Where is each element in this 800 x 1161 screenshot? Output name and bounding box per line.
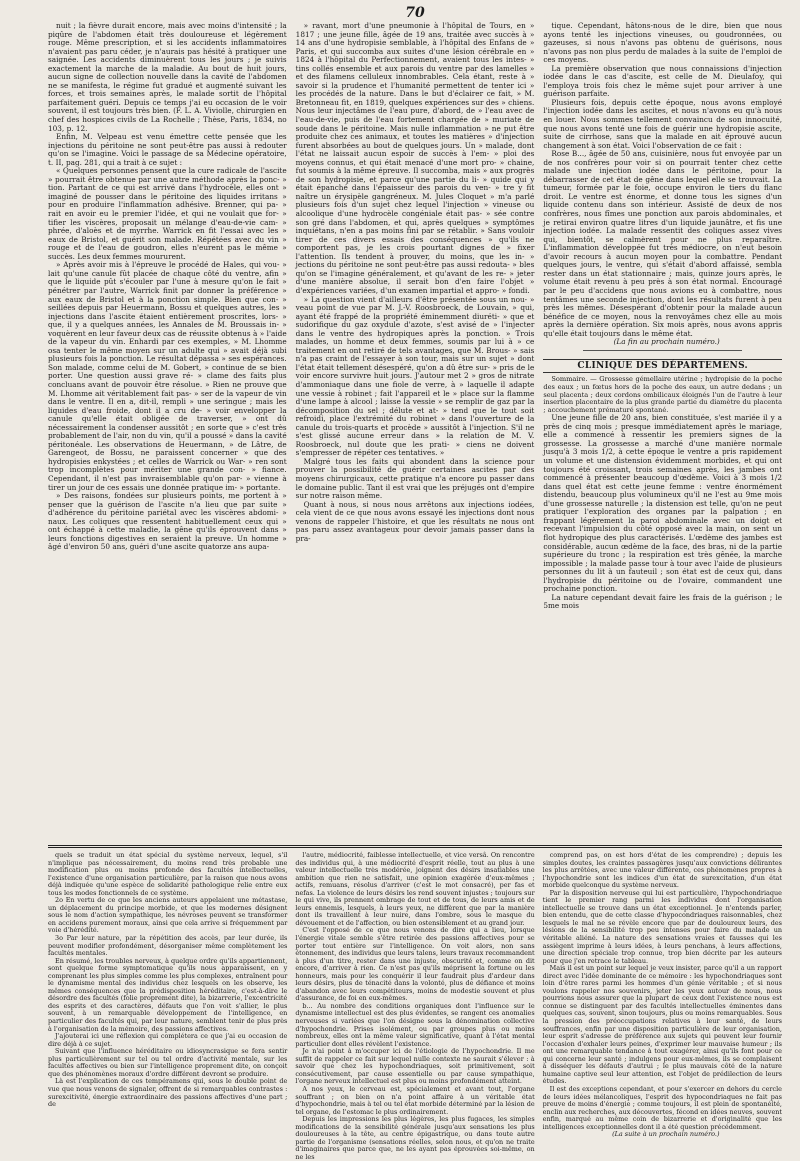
paragraph: comprend pas, on est hors d'état de les comprendre) ; depuis les simples doutes, les craintes passagères jusqu'aux convictions délirantes les plus arrêtées, avec une valeur différente, ces phénomènes propres à l'hypochondrie sont les indices d'un état de surexcitation, d'un état morbide quelconque du système nerveux. [542, 851, 782, 890]
paragraph: C'est l'opposé de ce que nous venons de dire qui a lieu, lorsque l'énergie vitale semble s'être retirée des passions affectives pour se porter tout entière sur l'intelligence. On voit alors, non sans étonnement, des individus que leurs talens, leurs travaux recommandent à plus d'un titre, rester dans une injuste, obscurité et, comme on dit encore, d'arriver à rien. Ce n'est pas qu'ils méprisent la fortune ou les honneurs, mais pour les conquérir il leur faudrait plus d'ardeur dans leurs désirs, plus de ténacité dans la volonté, plus de défiance et moins d'abandon avec leurs compétiteurs, moins de modestie souvent et plus d'assurance, de foi en eux-mêmes. [295, 926, 535, 1003]
paragraph: tique. Cependant, hâtons-nous de le dire, bien que nous ayons tenté les injections vineuses, ou goudronnées, ou gazeuses, si nous n'avons pas obtenu de guérisons, nous n'avons pas non plus perdu de malades à la suite de l'emploi de ces moyens. [543, 21, 783, 65]
continued-note: (La suite à un prochain numéro.) [612, 1130, 720, 1139]
paragraph: Malgré tous les faits qui abondent dans la science pour prouver la possibilité de guérir certaines ascites par des moyens chirurgicaux, cette pratique n'a encore pu passer dans le domaine public. Tant il est vrai que les préjugés ont d'empire sur notre raison même. [295, 456, 535, 501]
lower-column-2 [295, 851, 535, 1161]
paragraph: quels se traduit un état spécial du système nerveux, lequel, s'il n'implique pas nécessairement, du moins rend très probable une modification plus ou moins profonde des facultés intellectuelles, l'existence d'une organisation particulière, par la raison que nous avons déjà indiquée qu'une espèce de solidarité pathologique relie entre eux tous les modes fonctionnels de ce système. [48, 851, 288, 897]
lower-column-1 [48, 852, 287, 1110]
section-divider [48, 845, 782, 848]
paragraph: Enfin, M. Velpeau est venu émettre cette pensée que les injections du péritoine ne sont peut-être pas aussi à redouter qu'on se l'imagine. Voici le passage de sa Médecine opératoire, t. II, pag. 281, qui a trait à ce sujet : [48, 132, 287, 167]
quote-paragraph: » Après avoir mis à l'épreuve le procédé de Hales, qui vou- » lait qu'une canule fût placée de chaque côté du ventre, afin » que le liquide pût s'écouler par l'une à mesure qu'on le fait » pénétrer par l'autre, Warrick finit par donner la préférence » aux eaux de Bristol et à la ponction simple. Bien que con- » seillées depuis par Heuermann, Bossu et quelques autres, les » injections dans l'ascite étaient entièrement proscrites, lors- » que, il y a quelques années, les Annales de M. Broussais in- » voquèrent en leur faveur deux cas de réussite obtenus à » l'aide de la vapeur du vin. Enhardi par ces exemples, » M. Lhomme osa tenter le même moyen sur un adulte qui » avait déjà subi plusieurs fois la ponction. Le résultat dépassa » ses espérances. Son malade, comme celui de M. Gobert, » continue de se bien porter. Une question aussi grave ré- » clame des faits plus concluans avant de pouvoir être résolue. » Rien ne prouve que M. Lhomme ait véritablement fait pas- » ser de la vapeur de vin dans le ventre. Il en a, dit-il, rempli » une seringue ; mais les liquides d'eau froide, dont il a cru de- » voir envelopper la canule qu'elle était obligée de traverser, » ont dû nécessairement la condenser aussitôt ; en sorte que » c'est très probablement de l'air, non du vin, qu'il a poussé » dans la cavité péritonéale. Les observations de Heuermann, » de Lâtre, de Garengeot, de Bossu, ne paraissent concerner » que des hydropisies enkystées ; et celles de Warrick ou War- » ren sont trop incomplètes pour mériter une grande con- » fiance. Cependant, il n'est pas invraisemblable qu'on par- » vienne à tirer un jour de ces essais une donnée pratique im- » portante. [48, 260, 287, 492]
paragraph: Depuis les impressions les plus légères, les plus fugaces, les simples modifications de la sensibilité générale jusqu'aux sensations les plus douloureuses à la tête, au centre épigastrique, ou dans toute autre partie de l'organisme (sensations réelles, selon nous, et qu'on ne traite d'imaginaires que parce que, ne les ayant pas éprouvées soi-même, on ne les [295, 1115, 535, 1161]
paragraph: La première observation que nous connaissions d'injection iodée dans le cas d'ascite, est celle de M. Dieulafoy, qui l'employa trois fois chez le même sujet pour arriver à une guérison parfaite. [543, 63, 783, 99]
paragraph: J'ajouterai ici une réflexion qui complétera ce que j'ai eu occasion de dire déjà à ce sujet. [48, 1032, 288, 1048]
paragraph: Par la disposition nerveuse qui lui est particulière, l'hypochondriaque tient le premier rang parmi les individus dont l'organisation intellectuelle se trouve dans un état exceptionnel. Je n'entends parler, bien entendu, que de cette classe d'hypocondriaques raisonnables, chez lesquels le mal ne se révèle encore que par de douloureux leurs, des lésions de la sensibilité trop peu intenses pour faire du malade un véritable aliéné. La nature des sensations vraies et fausses qui les assiègent imprime à leurs idées, à leurs penchans, à leurs affections, une direction spéciale trop connue, trop bien décrite par les auteurs pour que j'en retrace le tableau. [542, 888, 782, 965]
lower-section [48, 851, 782, 1161]
paragraph: Plusieurs fois, depuis cette époque, nous avons employé l'injection iodée dans les ascites, et nous n'avons eu qu'à nous en louer. Nous sommes tellement convaincu de son innocuité, que nous avons tenté une fois de guérir une hydropisie ascite, suite de cirrhose, sans que la malade en ait éprouvé aucun changement à son état. Voici l'observation de ce fait : [543, 97, 783, 150]
paragraph: Une jeune fille de 20 ans, bien constituée, s'est mariée il y a près de cinq mois ; presque immédiatement après le mariage, elle a commencé à ressentir les premiers signes de la grossesse. La grossesse a marché d'une manière normale jusqu'à 3 mois 1/2, à cette époque le ventre a pris rapidement un volume et une distension évidemment morbides, et qui ont toujours été croissant, trois semaines après, les jambes ont commencé à présenter beaucoup d'œdème. Voici à 3 mois 1/2 dans quel état est cette jeune femme : ventre énormément distendu, beaucoup plus volumineux qu'il ne l'est au 9me mois d'une grossesse naturelle ; la distension est telle, qu'on ne peut pratiquer l'exploration des organes par la palpation ; en frappant légèrement la paroi abdominale avec un doigt et recevant l'impulsion du côté opposé avec la main, on sent un flot hydropique des plus caractérisés. L'œdème des jambes est considérable, aucun œdème de la face, des bras, ni de la partie supérieure du tronc ; la respiration est très gênée, la marche impossible ; la malade passe tour à tour avec l'aide de plusieurs personnes du lit à un fauteuil ; son état est de ceux qui, dans l'hydropisie du péritoine ou de l'ovaire, commandent une prochaine ponction. [543, 413, 783, 594]
paragraph: Je n'ai point à m'occuper ici de l'étiologie de l'hypochondrie. Il me suffit de rappeler ce fait sur lequel nulle contexte ne saurait s'élever : à savoir que chez les hypochondriaques, soit primitivement, soit consécutivement, par cause essentielle ou par cause sympathique, l'organe nerveux intellectuel est plus ou moins profondément atteint. [295, 1047, 535, 1086]
paragraph: Suivant que l'influence héréditaire ou idiosyncrasique se fera sentir plus particulièrement sur tel ou tel ordre d'activité mentale, sur les facultés affectives ou bien sur l'intelligence proprement dite, on conçoit que des phénomènes moraux d'ordre différent devront se produire. [48, 1047, 288, 1078]
upper-column-2 [296, 22, 535, 840]
paragraph: La nature cependant devait faire les frais de la guérison ; le 5me mois [543, 592, 783, 611]
paragraph: Là est l'explication de ces tempéramens qui, sous le double point de vue que nous venons de signaler, offrent de si remarquables contrastes : surexcitivité, énergie extraordinaire des passions affectives d'une part ; de [48, 1077, 288, 1109]
continued-note: (La fin au prochain numéro.) [613, 337, 720, 347]
paragraph: Quant à nous, si nous nous arrêtons aux injections iodées, cela vient de ce que nous avons essayé les injections dont nous venons de rappeler l'histoire, et que les résultats ne nous ont pas paru assez avantageux pour devoir jamais passer dans la pra- [295, 499, 535, 543]
divider [583, 350, 742, 355]
upper-column-3 [543, 22, 782, 840]
quote-paragraph: « Quelques personnes pensent que la cure radicale de l'ascite » pourrait être obtenue par une autre méthode après la ponc- » tion. Partant de ce qui est arrivé dans l'hydrocèle, elles ont » imaginé de pousser dans le péritoine des liquides irritans » pour en produire l'inflammation adhésive. Brenner, qui pa- » rait en avoir eu le premier l'idée, et qui ne voulait que for- » tifier les viscères, proposait un mélange d'eau-de-vie cam- » phrée, d'aloès et de myrrhe. Warrick en fit l'essai avec les » eaux de Bristol, et guérit son malade. Répétées avec du vin » rouge et de l'eau de goudron, elles n'eurent pas le même » succès. Les deux femmes moururent. [48, 166, 287, 261]
paragraph: A nos yeux, le cerveau est, spécialement et avant tout, l'organe souffrant ; on bien on n'a point affaire à un véritable état d'hypochondrie, mais à tel ou tel état morbide déterminé par la lésion de tel organe, de l'estomac le plus ordinairement. [295, 1084, 535, 1116]
paragraph: b... Au nombre des conditions organiques dont l'influence sur le dynamisme intellectuel est des plus évidentes, se rangent ces anomalies nerveuses si variées que l'on désigne sous la dénomination collective d'hypochondrie. Prises isolément, ou par groupes plus ou moins nombreux, elles ont la même valeur significative, quant à l'état mental particulier dont elles révèlent l'existence. [295, 1001, 535, 1048]
paragraph: 3o Par leur nature, par la répétition des accès, par leur durée, ils peuvent modifier profondément, désorganiser même complètement les facultés mentales. [48, 934, 288, 958]
paragraph: En résumé, les troubles nerveux, à quelque ordre qu'ils appartiennent, sont quelque forme symptomatique qu'ils nous apparaissent, en y comprenant les plus simples comme les plus complexes, entraînent pour le dynamisme mental des individus chez lesquels on les observe, les mêmes conséquences que la prédisposition héréditaire, c'est-à-dire le désordre des facultés (folie proprement dite), la bizarrerie, l'excentricité des esprits et des caractères, défauts que l'on voit s'allier, le plus souvent, à un remarquable développement de l'intelligence, en particulier des facultés qui, par leur nature, semblent tenir de plus près à l'organisation de la mémoire, des passions affectives. [48, 956, 288, 1033]
paragraph: l'autre, médiocrité, faiblesse intellectuelle, et vice versâ. On rencontre des individus qui, à une médiocrité d'esprit réelle, tout au plus à une valeur intellectuelle très modérée, joignent des désirs insatiables une ambition que rien ne satisfait, une opinion exagérée d'eux-mêmes ; actifs, remuans, résolus d'arriver (c'est le mot consacré), per fas et nefas. La violence de leurs désirs les rend souvent injustes ; toujours sur le qui vive, ils prennent ombrage de tout et de tous, de leurs amis et de leurs ennemis, lesquels, à leurs yeux, ne diffèrent que par la manière dont ils travaillent à leur nuire, dans l'ombre, sous le masque du dévouement et de l'affection, ou bien ostensiblement et au grand jour. [295, 851, 535, 927]
summary: Sommaire. — Grossesse gémellaire utérine ; hydropisie de la poche des eaux ; un fœtus hors de la poche des eaux, un autre dedans ; un seul placenta ; deux cordons ombilicaux éloignés l'un de l'autre à leur insertion placentaire de la plus grande partie du diamètre du placenta ; accouchement prématuré spontané. [543, 375, 783, 414]
paragraph: Mais il est un point sur lequel je veux insister, parce qu'il a un rapport direct avec l'idée dominante de ce mémoire : les hypochondriaques sont loin d'être rares parmi les hommes d'un génie véritable ; et si nous voulons rappeler nos souvenirs, jeter les yeux autour de nous, nous pourrions nous assurer que la plupart de ceux dont l'existence nous est connue se distinguent par des facultés intellectuelles éminentes dans quelques cas, souvent, sinon toujours, plus ou moins remarquables. Sous la pression des préoccupations relatives à leur santé, de leurs souffrances, enfin par une disposition particulière de leur organisation, leur esprit s'adresse de préférence aux sujets qui peuvent leur fournir l'occasion d'exhaler leurs peines, d'exprimer leur mauvaise humeur ; ils ont une remarquable tendance à tout exagérer, ainsi qu'ils font pour ce qui concerne leur santé ; indulgens pour eux-mêmes, ils se complaisent à disséquer les défauts d'autrui ; le plus mauvais côté de la nature humaine captive seul leur attention, est l'objet de prédilection de leurs études. [542, 964, 782, 1086]
paragraph: 2o En vertu de ce que les anciens auteurs appelaient une métastase, un déplacement du principe morbide, et que les modernes désignent sous le nom d'action sympathique, les névroses peuvent se transformer en accidens purement moraux, ainsi que cela arrive si fréquemment par voie d'hérédité. [48, 896, 288, 935]
lower-column-3 [542, 851, 782, 1139]
section-heading: CLINIQUE DES DÉPARTEMENS. [543, 359, 782, 374]
upper-column-1 [48, 22, 287, 840]
quote-paragraph: » La question vient d'ailleurs d'être présentée sous un nou- » veau point de vue par M. J.-V. Roosbroeck, de Louvain, » qui, ayant été frappé de la propriété éminemment diuréti- » que et sudorifique du gaz oxydule d'azote, s'est avisé de » l'injecter dans le ventre des hydropiques après la ponction. » Trois malades, un homme et deux femmes, soumis par lui à » ce traitement en ont retiré de tels avantages, que M. Brous- » sais n'a pas craint de l'essayer à son tour, mais sur un sujet » dont l'état était tellement désespéré, qu'on a dû être sur- » pris de le voir encore survivre huit jours. J'autour met 2 » gros de nitrate d'ammoniaque dans une fiole de verre, à » laquelle il adapte une vessie à robinet ; fait l'appareil et le » place sur la flamme d'une lampe à alcool ; laisse la vessie » se remplir de gaz par la décomposition du sel ; délute et at- » tend que le tout soit refroidi, place l'extrémité du robinet » dans l'ouverture de la canule du trois-quarts et procède » aussitôt à l'injection. S'il ne s'est glissé aucune erreur dans » la relation de M. V. Roosbroeck, nul doute que les prati- » ciens ne doivent s'empresser de répéter ces tentatives. » [295, 294, 535, 458]
paragraph: Rose B..., âgée de 50 ans, cuisinière, nous fut envoyée par un de nos confrères pour voir si on pourrait tenter chez cette malade une injection iodée dans le péritoine, pour la débarrasser de cet état de gêne dans lequel elle se trouvait. La tumeur, formée par le foie, occupe environ le tiers du flanc droit. Le ventre est énorme, et donne tous les signes d'un liquide contenu dans son intérieur. Assisté de deux de nos confrères, nous fîmes une ponction aux parois abdominales, et je retirai environ quatre litres d'un liquide jaunâtre, et fis une injection iodée. La malade ressentit des coliques assez vives qui, bientôt, se calmèrent pour ne plus reparaître. L'inflammation développée fut très médiocre, on n'eut besoin d'avoir recours à aucun moyen pour la combattre. Pendant quelques jours, le ventre, qui s'était d'abord affaissé, sembla rester dans un état stationnaire ; mais, quinze jours après, le volume était revenu à peu près à son état normal. Encouragé par le peu d'accidens que nous avions eu à combattre, nous tentâmes une seconde injection, dont les résultats furent à peu près les mêmes. Désespérant d'obtenir pour la malade aucun bénéfice de ce moyen, nous la renvoyâmes chez elle au mois après la dernière opération. Six mois après, nous avons appris qu'elle était toujours dans le même état. [543, 149, 783, 338]
quote-paragraph: » ravant, mort d'une pneumonie à l'hôpital de Tours, en » 1817 ; une jeune fille, âgée de 19 ans, traitée avec succès à » 14 ans d'une hydropisie semblable, à l'hôpital des Enfans de » Paris, et qui succomba aux suites d'une lésion cérébrale en » 1824 à l'hôpital du Perfectionnement, avaient tous les intes- » tins collés ensemble et aux parois du ventre par des lamelles » et des filamens celluleux innombrables. Cela étant, reste à » savoir si la prudence et l'humanité permettent de tenter ici » les procédés de la nature. Dans le but d'éclairer ce fait, » M. Bretonneau fit, en 1819, quelques expériences sur des » chiens. Nous leur injectâmes de l'eau pure, d'abord, de » l'eau avec de l'eau-de-vie, puis de l'eau fortement chargée de » muriate de soude dans le péritoine. Mais nulle inflammation » ne put être produite chez ces animaux, et toutes les matières » d'injection furent absorbées au bout de quelques jours. Un » malade, dont l'état ne laissait aucun espoir de succès à l'em- » ploi des moyens connus, et qui était menacé d'une mort pro- » chaine, fut soumis à la même épreuve. Il succomba, mais » aux progrès de son hydropisie, et parce qu'une partie du li- » quide qui y était épanché dans l'épaisseur des parois du ven- » tre y fit naître un érysipèle gangréneux. M. Jules Cloquet » m'a parlé plusieurs fois d'un sujet chez lequel l'injection » vineuse ou alcoolique d'une hydrocèle congéniale était pas- » sée contre son gré dans l'abdomen, et qui, après quelques » symptômes inquiétans, n'en a pas moins fini par se rétablir. » Sans vouloir tirer de ces divers essais des conséquences » qu'ils ne comportent pas, je les crois pourtant dignes de » fixer l'attention. Ils tendent à prouver, du moins, que les in- » jections du péritoine ne sont peut-être pas aussi redouta- » bles qu'on se l'imagine généralement, et qu'avant de les re- » jeter d'une manière absolue, il serait bon d'en faire l'objet » d'expériences variées, d'un examen impartial et appro- » fondi. [295, 21, 535, 295]
upper-section [48, 22, 782, 840]
quote-paragraph: » Des raisons, fondées sur plusieurs points, me portent à » penser que la guérison de l'ascite n'a lieu que par suite » d'adhérence du péritoine pariétal avec les viscères abdomi- » naux. Les coliques que ressentent habituellement ceux qui » ont échappé à cette maladie, la gêne qu'ils éprouvent dans » leurs fonctions digestives en seraient la preuve. Un homme » âgé d'environ 50 ans, guéri d'une ascite quatorze ans aupa- [48, 491, 287, 552]
paragraph: nuit ; la fièvre durait encore, mais avec moins d'intensité ; la piqûre de l'abdomen était très douloureuse et légèrement rouge. Même prescription, et si les accidents inflammatoires n'avaient pas paru céder, je n'aurais pas hésité à pratiquer une saignée. Les accidents diminuèrent tous les jours ; je suivis exactement la marche de la maladie. Au bout de huit jours, aucun signe de collection nouvelle dans la cavité de l'abdomen ne se manifesta, le régime fut gradué et augmenté suivant les forces, et trois semaines après, le malade sortit de l'hôpital parfaitement guéri. Depuis ce temps j'ai eu occasion de le voir souvent, il est toujours très bien. (F. L. A. Viviolle, chirurgien en chef des hospices civils de La Rochelle ; Thèse, Paris, 1834, no 103, p. 12. [48, 21, 287, 133]
page-number: 70 [405, 5, 425, 21]
paragraph: Il est des exceptions cependant, et pour s'exercer en dehors du cercle de leurs idées mélancoliques, l'esprit des hypocondriaques ne fait pas preuve de moins d'énergie ; comme toujours, il est plein de spontanéité, enclin aux recherches, aux découvertes, fécond en idées neuves, souvent enfin, marqué au même coin de bizarrerie et d'originalité que les intelligences exceptionnelles dont il a été question précédemment. [542, 1084, 782, 1131]
